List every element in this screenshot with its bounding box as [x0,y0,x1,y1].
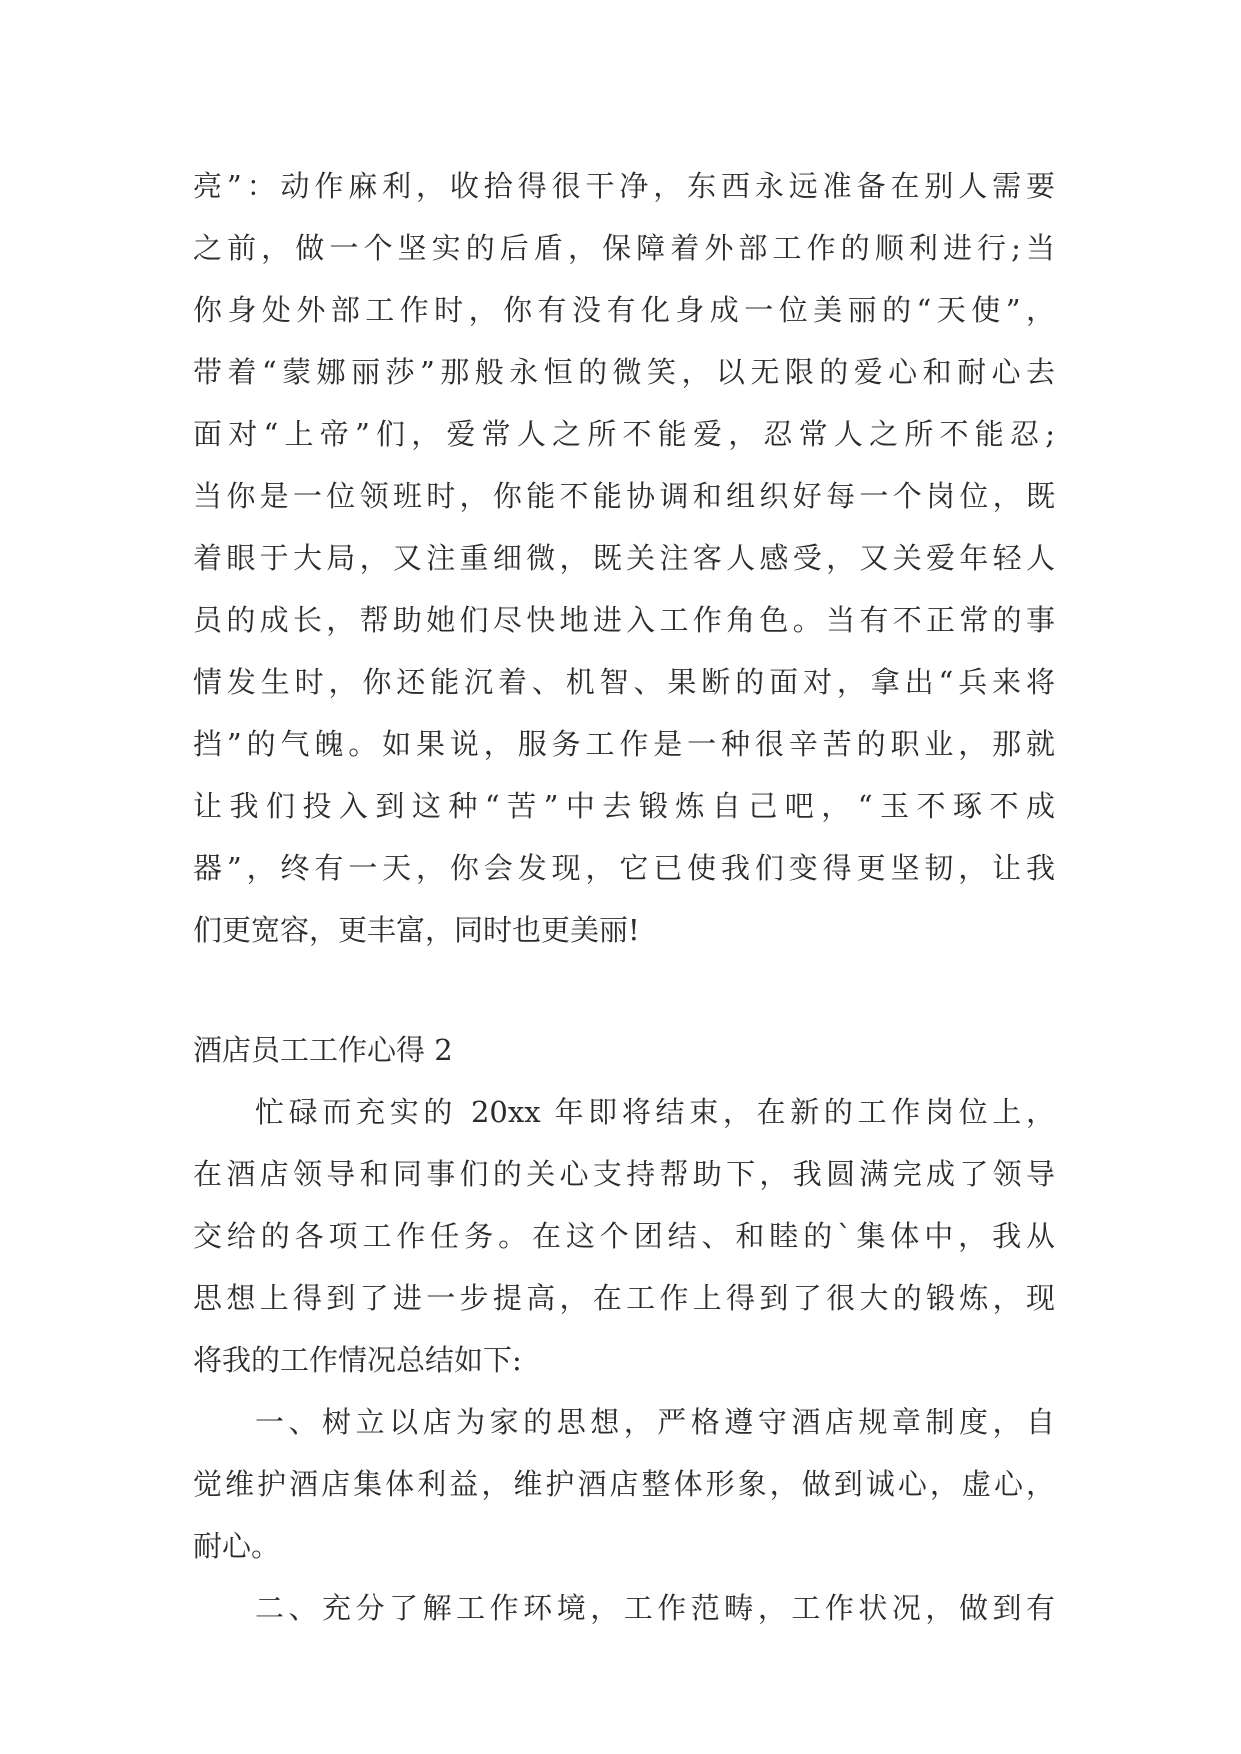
text-line: 着眼于大局，又注重细微，既关注客人感受，又关爱年轻人 [193,541,1055,575]
text-line: 你身处外部工作时，你有没有化身成一位美丽的“天使”， [193,293,1055,327]
text-line: 们更宽容，更丰富，同时也更美丽! [193,913,640,947]
text-line: 挡”的气魄。如果说，服务工作是一种很辛苦的职业，那就 [193,727,1055,761]
text-line: 一、树立以店为家的思想，严格遵守酒店规章制度，自 [255,1405,1055,1439]
document-body [193,155,1055,1639]
text-line: 之前，做一个坚实的后盾，保障着外部工作的顺利进行;当 [193,231,1055,265]
text-line: 情发生时，你还能沉着、机智、果断的面对，拿出“兵来将 [193,665,1055,699]
text-line: 面对“上帝”们，爱常人之所不能爱，忍常人之所不能忍; [193,417,1055,451]
text-line: 让我们投入到这种“苦”中去锻炼自己吧，“玉不琢不成 [193,789,1055,823]
text-line: 在酒店领导和同事们的关心支持帮助下，我圆满完成了领导 [193,1157,1055,1191]
section-heading: 酒店员工工作心得 2 [193,1033,453,1067]
paragraph-3 [193,1391,1055,1577]
text-line: 员的成长，帮助她们尽快地进入工作角色。当有不正常的事 [193,603,1055,637]
text-line: 带着“蒙娜丽莎”那般永恒的微笑，以无限的爱心和耐心去 [193,355,1055,389]
paragraph-1 [193,155,1055,961]
text-line: 器”，终有一天，你会发现，它已使我们变得更坚韧，让我 [193,851,1055,885]
text-line: 将我的工作情况总结如下: [193,1343,522,1377]
paragraph-4 [193,1577,1055,1639]
text-line: 觉维护酒店集体利益，维护酒店整体形象，做到诚心，虚心， [193,1467,1055,1501]
text-line: 忙碌而充实的 20xx 年即将结束，在新的工作岗位上， [255,1095,1055,1129]
text-line: 亮”：动作麻利，收拾得很干净，东西永远准备在别人需要 [193,169,1055,203]
paragraph-2 [193,1081,1055,1391]
text-line: 二、充分了解工作环境，工作范畴，工作状况，做到有 [255,1591,1055,1625]
paragraph-spacer [193,961,1055,1019]
text-line: 交给的各项工作任务。在这个团结、和睦的`集体中，我从 [193,1219,1055,1253]
text-line: 耐心。 [193,1529,281,1563]
text-line: 当你是一位领班时，你能不能协调和组织好每一个岗位，既 [193,479,1055,513]
text-line: 思想上得到了进一步提高，在工作上得到了很大的锻炼，现 [193,1281,1055,1315]
